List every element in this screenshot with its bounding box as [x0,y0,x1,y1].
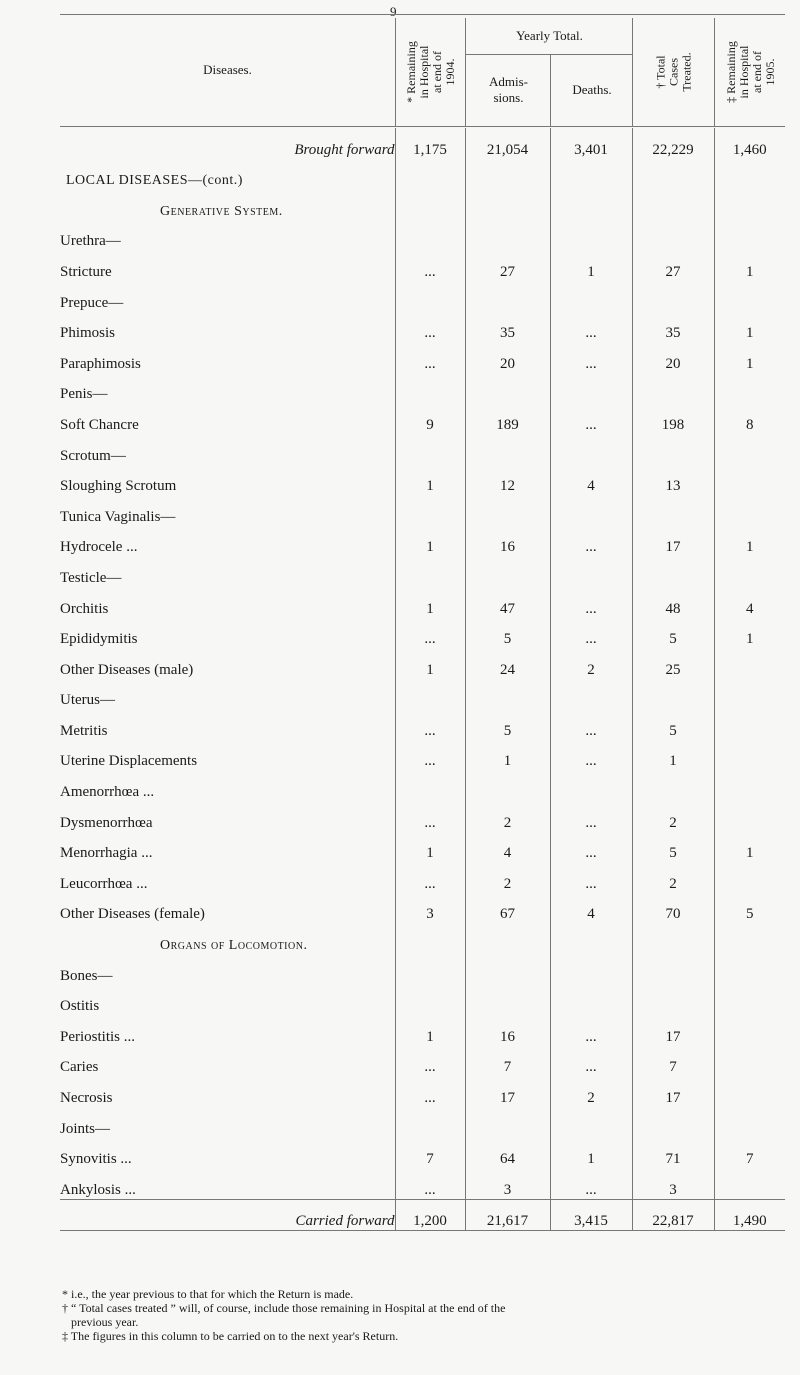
cell-deaths: 1 [550,250,632,281]
cell-remaining-start: 1 [395,587,465,618]
disease-name: Ostitis [60,998,100,1015]
cell-remaining-end [714,770,785,801]
disease-name: Brought forward [294,141,395,158]
cell-total [632,495,714,526]
cell-remaining-end: 1 [714,342,785,373]
cell-remaining-start [395,373,465,404]
cell-remaining-start: 1 [395,465,465,496]
disease-name: Ankylosis ... [60,1181,136,1198]
cell-remaining-start: ... [395,1076,465,1107]
cell-admissions: 189 [465,403,550,434]
cell-remaining-start [395,923,465,954]
cell-deaths: ... [550,1168,632,1199]
table-row [60,801,785,832]
header-total-cases: † Total Cases Treated. [653,52,694,92]
cell-total: 17 [632,1076,714,1107]
cell-remaining-end [714,862,785,893]
cell-total: 48 [632,587,714,618]
cell-remaining-end [714,1046,785,1077]
cell-deaths [550,220,632,251]
table-row [60,679,785,710]
header-remaining-start-cell [395,18,466,126]
disease-name: Urethra— [60,233,121,250]
table-row [60,526,785,557]
cell-admissions [465,159,550,190]
cell-total: 5 [632,618,714,649]
table-row [60,862,785,893]
cell-remaining-start: 1 [395,1015,465,1046]
cell-remaining-start: 1,175 [395,128,465,159]
cell-total [632,770,714,801]
cell-total [632,556,714,587]
disease-name: Necrosis [60,1090,113,1106]
header-remaining-end: ‡ Remaining in Hospital at end of 1905. [723,41,777,103]
cell-remaining-end [714,373,785,404]
cell-deaths: ... [550,709,632,740]
cell-deaths: ... [550,526,632,557]
disease-name: Menorrhagia ... [60,845,153,862]
cell-deaths: 3,415 [550,1199,632,1231]
cell-remaining-end: 1 [714,832,785,863]
cell-admissions [465,923,550,954]
cell-deaths [550,189,632,220]
page-number: 9 [390,4,397,19]
disease-name: Leucorrhœa ... [60,875,148,892]
cell-admissions: 2 [465,801,550,832]
cell-remaining-end [714,281,785,312]
cell-remaining-end [714,923,785,954]
disease-name: Other Diseases (male) [60,661,194,678]
table-row [60,923,785,954]
cell-remaining-start [395,679,465,710]
cell-remaining-end [714,1015,785,1046]
cell-admissions [465,189,550,220]
table-row [60,709,785,740]
cell-total: 5 [632,832,714,863]
cell-admissions: 4 [465,832,550,863]
cell-total: 71 [632,1138,714,1169]
table-row [60,954,785,985]
cell-deaths: ... [550,1015,632,1046]
table-row [60,495,785,526]
table-row [60,587,785,618]
cell-remaining-start [395,556,465,587]
disease-name: Tunica Vaginalis— [60,508,176,525]
cell-remaining-start: ... [395,709,465,740]
cell-admissions [465,495,550,526]
cell-admissions: 1 [465,740,550,771]
cell-remaining-end: 5 [714,893,785,924]
table-row [60,312,785,343]
cell-total: 25 [632,648,714,679]
cell-remaining-start [395,281,465,312]
cell-remaining-start [395,434,465,465]
header-admissions: Admis- sions. [465,54,551,126]
cell-remaining-start [395,495,465,526]
cell-remaining-end: 1,460 [714,128,785,159]
cell-remaining-end [714,465,785,496]
table-row [60,465,785,496]
footnote-3: ‡ The figures in this column to be carried on to the next year's Return. [62,1329,399,1343]
disease-name: Phimosis [60,325,116,342]
cell-remaining-start: ... [395,740,465,771]
table-row [60,1015,785,1046]
table-row [60,770,785,801]
cell-total [632,220,714,251]
cell-admissions [465,954,550,985]
cell-remaining-start: ... [395,312,465,343]
table-row [60,281,785,312]
disease-name: LOCAL DISEASES—(cont.) [66,173,243,189]
table-row [60,373,785,404]
cell-deaths: ... [550,587,632,618]
disease-name: Penis— [60,386,108,403]
cell-deaths [550,159,632,190]
cell-remaining-start: ... [395,862,465,893]
cell-deaths: 2 [550,1076,632,1107]
cell-admissions: 17 [465,1076,550,1107]
cell-deaths: ... [550,403,632,434]
disease-name: Hydrocele ... [60,539,138,556]
cell-total: 35 [632,312,714,343]
disease-name: Amenorrhœa ... [60,784,155,801]
disease-name: Uterine Displacements [60,753,198,770]
cell-remaining-end [714,189,785,220]
table-row [60,618,785,649]
table-row [60,893,785,924]
cell-admissions [465,434,550,465]
cell-remaining-start [395,1107,465,1138]
cell-remaining-end [714,159,785,190]
table-row [60,1138,785,1169]
cell-remaining-start: ... [395,1046,465,1077]
cell-total: 2 [632,862,714,893]
cell-deaths [550,373,632,404]
cell-remaining-end [714,1168,785,1199]
footnote-1: * i.e., the year previous to that for which the Return is made. [62,1287,354,1301]
cell-admissions: 2 [465,862,550,893]
cell-total: 7 [632,1046,714,1077]
disease-name: Organs of Locomotion. [160,938,308,954]
cell-deaths: 3,401 [550,128,632,159]
cell-remaining-start: 3 [395,893,465,924]
disease-name: Joints— [60,1120,111,1137]
cell-total: 27 [632,250,714,281]
cell-remaining-end: 7 [714,1138,785,1169]
table-row [60,403,785,434]
cell-remaining-start: ... [395,342,465,373]
cell-total: 2 [632,801,714,832]
cell-deaths [550,679,632,710]
cell-admissions: 21,617 [465,1199,550,1231]
cell-total: 70 [632,893,714,924]
table-row [60,1168,785,1199]
cell-remaining-end [714,679,785,710]
disease-name: Paraphimosis [60,355,141,372]
table-row [60,1076,785,1107]
table-header [60,18,785,127]
cell-remaining-end [714,1076,785,1107]
header-total-cell [632,18,715,126]
cell-total [632,434,714,465]
cell-total [632,679,714,710]
disease-name: Periostitis ... [60,1028,136,1045]
cell-remaining-start: 1 [395,648,465,679]
cell-remaining-start [395,189,465,220]
table-row [60,189,785,220]
cell-deaths: 1 [550,1138,632,1169]
cell-admissions: 3 [465,1168,550,1199]
cell-total: 1 [632,740,714,771]
disease-name: Metritis [60,722,108,739]
cell-admissions: 27 [465,250,550,281]
header-deaths: Deaths. [550,54,633,126]
cell-total: 20 [632,342,714,373]
table-row [60,556,785,587]
cell-admissions: 5 [465,709,550,740]
cell-total [632,985,714,1016]
cell-deaths: ... [550,312,632,343]
cell-total: 3 [632,1168,714,1199]
cell-remaining-start: 1 [395,832,465,863]
disease-name: Other Diseases (female) [60,906,205,923]
cell-remaining-end [714,801,785,832]
cell-admissions [465,556,550,587]
cell-deaths: ... [550,618,632,649]
cell-total: 198 [632,403,714,434]
cell-total [632,373,714,404]
cell-remaining-end [714,495,785,526]
table-row [60,250,785,281]
disease-name: Prepuce— [60,294,124,311]
cell-remaining-end [714,220,785,251]
table-row [60,128,785,159]
cell-remaining-end [714,740,785,771]
footnote-2-continued: previous year. [71,1315,139,1329]
cell-total: 22,817 [632,1199,714,1231]
cell-admissions: 64 [465,1138,550,1169]
cell-deaths [550,770,632,801]
cell-deaths [550,954,632,985]
table-row [60,740,785,771]
footnotes [62,1287,782,1343]
cell-remaining-end: 1 [714,618,785,649]
table-row [60,1046,785,1077]
disease-name: Epididymitis [60,631,138,648]
table-row [60,985,785,1016]
cell-remaining-end [714,556,785,587]
table-row [60,342,785,373]
disease-name: Dysmenorrhœa [60,814,153,831]
cell-admissions: 5 [465,618,550,649]
cell-remaining-start: 1,200 [395,1199,465,1231]
cell-deaths: ... [550,832,632,863]
header-yearly-total: Yearly Total. [465,18,633,55]
cell-deaths [550,923,632,954]
cell-remaining-end [714,648,785,679]
cell-remaining-end: 1,490 [714,1199,785,1231]
cell-admissions: 12 [465,465,550,496]
disease-name: Bones— [60,967,113,984]
cell-remaining-end [714,985,785,1016]
cell-deaths: ... [550,862,632,893]
cell-remaining-start: ... [395,250,465,281]
table-row [60,1107,785,1138]
cell-deaths [550,985,632,1016]
cell-deaths [550,495,632,526]
disease-name: Scrotum— [60,447,126,464]
cell-remaining-start [395,220,465,251]
disease-name: Carried forward [60,1199,395,1231]
cell-admissions [465,770,550,801]
cell-remaining-end [714,709,785,740]
cell-deaths: 4 [550,893,632,924]
table-row [60,832,785,863]
cell-remaining-end: 1 [714,312,785,343]
table-row [60,1199,785,1231]
disease-table [60,128,785,1231]
cell-admissions [465,679,550,710]
cell-admissions [465,220,550,251]
cell-remaining-end [714,434,785,465]
header-remaining-end-cell [714,18,786,126]
cell-deaths: ... [550,801,632,832]
cell-remaining-start [395,159,465,190]
cell-remaining-end: 4 [714,587,785,618]
cell-total [632,923,714,954]
disease-name: Synovitis ... [60,1151,132,1168]
cell-total: 17 [632,526,714,557]
cell-deaths [550,1107,632,1138]
cell-remaining-end: 8 [714,403,785,434]
cell-admissions: 35 [465,312,550,343]
cell-remaining-end [714,954,785,985]
cell-remaining-start [395,770,465,801]
cell-total: 17 [632,1015,714,1046]
cell-admissions: 47 [465,587,550,618]
cell-remaining-start: 7 [395,1138,465,1169]
cell-remaining-start [395,985,465,1016]
cell-total: 13 [632,465,714,496]
cell-admissions [465,985,550,1016]
cell-total [632,189,714,220]
table-row [60,220,785,251]
cell-admissions: 24 [465,648,550,679]
cell-admissions: 16 [465,526,550,557]
cell-remaining-start: 9 [395,403,465,434]
cell-remaining-end: 1 [714,526,785,557]
header-diseases: Diseases. [203,62,252,77]
cell-total [632,159,714,190]
cell-deaths [550,434,632,465]
cell-total: 22,229 [632,128,714,159]
disease-name: Testicle— [60,569,122,586]
cell-deaths: ... [550,740,632,771]
cell-deaths [550,281,632,312]
cell-admissions: 7 [465,1046,550,1077]
cell-admissions: 67 [465,893,550,924]
disease-name: Stricture [60,263,112,280]
disease-name: Uterus— [60,692,115,709]
table-row [60,434,785,465]
cell-remaining-start: 1 [395,526,465,557]
cell-deaths: ... [550,342,632,373]
cell-total [632,954,714,985]
cell-remaining-start: ... [395,1168,465,1199]
cell-admissions [465,281,550,312]
disease-name: Soft Chancre [60,416,139,433]
cell-deaths: 4 [550,465,632,496]
cell-deaths [550,556,632,587]
disease-name: Caries [60,1059,99,1076]
cell-admissions [465,1107,550,1138]
disease-name: Sloughing Scrotum [60,478,177,495]
cell-remaining-end: 1 [714,250,785,281]
cell-total: 5 [632,709,714,740]
footnote-2: † “ Total cases treated ” will, of course, include those remaining in Hospital at the end of the [62,1301,506,1315]
cell-admissions: 21,054 [465,128,550,159]
cell-total [632,281,714,312]
top-rule [60,14,785,15]
table-row [60,648,785,679]
header-remaining-start: * Remaining in Hospital at end of 1904. [404,41,457,103]
cell-total [632,1107,714,1138]
cell-deaths: 2 [550,648,632,679]
disease-name: Generative System. [160,203,283,219]
cell-admissions [465,373,550,404]
cell-remaining-start: ... [395,618,465,649]
cell-deaths: ... [550,1046,632,1077]
cell-remaining-start: ... [395,801,465,832]
table-row [60,159,785,190]
cell-admissions: 16 [465,1015,550,1046]
cell-admissions: 20 [465,342,550,373]
cell-remaining-start [395,954,465,985]
disease-name: Orchitis [60,600,109,617]
cell-remaining-end [714,1107,785,1138]
